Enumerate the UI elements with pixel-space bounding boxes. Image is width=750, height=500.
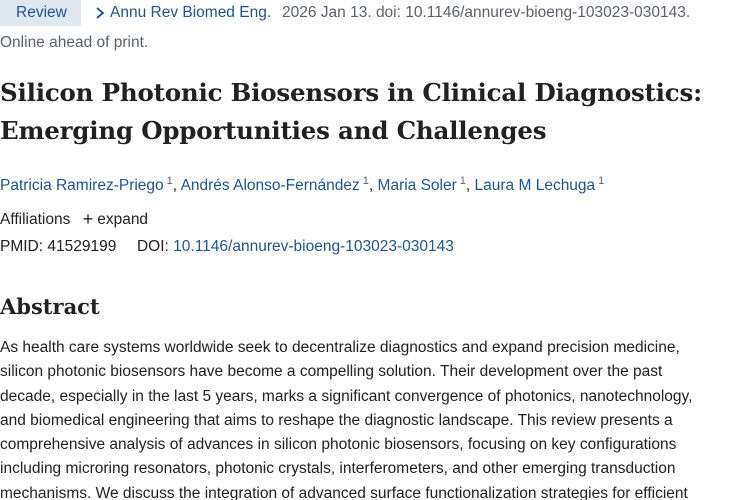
affiliation-ref[interactable]: 1 bbox=[362, 175, 369, 187]
publication-status: Online ahead of print. bbox=[0, 34, 149, 51]
affiliations-row bbox=[0, 208, 148, 231]
author-link[interactable]: Patricia Ramirez-Priego bbox=[0, 177, 164, 194]
affiliation-ref[interactable]: 1 bbox=[166, 175, 173, 187]
affiliations-label: Affiliations bbox=[0, 211, 71, 228]
doi-link[interactable]: 10.1146/annurev-bioeng-103023-030143 bbox=[173, 238, 454, 255]
author-separator: , bbox=[368, 177, 378, 194]
citation-bar bbox=[0, 0, 750, 26]
affiliations-expand-toggle[interactable] bbox=[75, 211, 148, 228]
citation-text: 2026 Jan 13. doi: 10.1146/annurev-bioeng-103023-030143. bbox=[282, 4, 691, 21]
abstract-line: decade, especially in the last 5 years, marks a significant convergence of photonics, nanotechnology, bbox=[0, 387, 693, 405]
author-separator: , bbox=[465, 177, 475, 194]
abstract-text bbox=[0, 336, 750, 500]
author-link[interactable]: Maria Soler bbox=[377, 177, 457, 194]
affiliation-ref[interactable]: 1 bbox=[598, 175, 605, 187]
affiliation-ref[interactable]: 1 bbox=[459, 175, 466, 187]
article-title-line-1: Silicon Photonic Biosensors in Clinical Diagnostics: bbox=[0, 78, 702, 107]
abstract-line: including microring resonators, photonic crystals, interferometers, and other emerging transduction bbox=[0, 460, 676, 478]
pmid-label: PMID: bbox=[0, 238, 44, 255]
article-title-line-2: Emerging Opportunities and Challenges bbox=[0, 116, 547, 145]
abstract-line: and biomedical engineering that aims to reshape the diagnostic landscape. This review presents a bbox=[0, 411, 673, 429]
expand-label: expand bbox=[97, 211, 149, 228]
identifiers-row bbox=[0, 236, 454, 258]
pmid-value: 41529199 bbox=[47, 238, 117, 255]
abstract-line: As health care systems worldwide seek to decentralize diagnostics and expand precision medicine, bbox=[0, 339, 680, 356]
doi-label: DOI: bbox=[136, 238, 169, 255]
plus-icon: + bbox=[82, 209, 94, 229]
journal-link[interactable]: Annu Rev Biomed Eng. bbox=[110, 4, 272, 21]
abstract-line: silicon photonic biosensors have become a compelling solution. Their development over the past bbox=[0, 363, 663, 381]
article-title bbox=[0, 74, 750, 150]
abstract-line: comprehensive analysis of advances in silicon photonic biosensors, focusing on key configurations bbox=[0, 436, 677, 454]
author-link[interactable]: Andrés Alonso-Fernández bbox=[180, 177, 360, 194]
abstract-line: mechanisms. We discuss the integration of advanced surface functionalization strategies for efficient bbox=[0, 484, 688, 500]
author-separator: , bbox=[172, 177, 181, 194]
author-link[interactable]: Laura M Lechuga bbox=[474, 177, 596, 194]
abstract-heading: Abstract bbox=[0, 294, 100, 319]
publication-type-badge[interactable]: Review bbox=[0, 0, 81, 26]
author-list bbox=[0, 170, 604, 197]
chevron-right-icon bbox=[92, 3, 108, 23]
